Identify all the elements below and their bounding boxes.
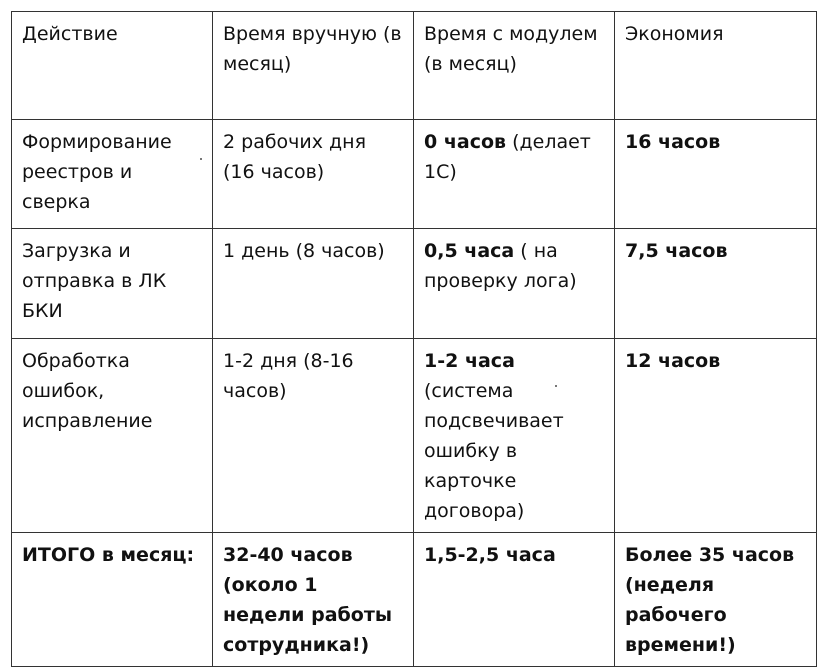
header-action: Действие — [12, 12, 213, 120]
row-action: Загрузка и отправка в ЛК БКИ — [12, 229, 213, 339]
row-savings — [615, 120, 817, 229]
row-module-time — [414, 339, 615, 533]
savings-value: 12 часов — [625, 350, 721, 372]
module-time-value: 0,5 часа — [424, 240, 515, 262]
table-row — [12, 120, 817, 229]
table-row — [12, 229, 817, 339]
module-time-note: (система подсвечивает ошибку в карточке договора) — [424, 380, 564, 522]
total-module-time — [414, 533, 615, 667]
header-row — [12, 12, 817, 120]
stray-dot-mark — [555, 385, 557, 387]
header-manual-time: Время вручную (в месяц) — [213, 12, 414, 120]
row-module-time — [414, 120, 615, 229]
comparison-table — [11, 11, 817, 667]
savings-value: 16 часов — [625, 131, 721, 153]
row-manual-time: 1 день (8 часов) — [213, 229, 414, 339]
row-savings — [615, 339, 817, 533]
total-manual-text: 32-40 часов (около 1 недели работы сотрудника!) — [223, 544, 393, 656]
stray-dot-mark — [200, 158, 202, 160]
total-label — [12, 533, 213, 667]
module-time-note: (делает 1С) — [424, 131, 591, 183]
module-time-value: 1-2 часа — [424, 350, 515, 372]
module-time-value: 0 часов — [424, 131, 507, 153]
total-label-text: ИТОГО в месяц: — [22, 544, 195, 566]
row-action: Формирование реестров и сверка — [12, 120, 213, 229]
row-savings — [615, 229, 817, 339]
total-module-text: 1,5-2,5 часа — [424, 544, 556, 566]
table-row — [12, 339, 817, 533]
row-module-time — [414, 229, 615, 339]
header-module-time: Время с модулем (в месяц) — [414, 12, 615, 120]
total-savings — [615, 533, 817, 667]
header-savings: Экономия — [615, 12, 817, 120]
module-time-note: ( на проверку лога) — [424, 240, 577, 292]
total-row — [12, 533, 817, 667]
savings-value: 7,5 часов — [625, 240, 728, 262]
row-manual-time: 1-2 дня (8-16 часов) — [213, 339, 414, 533]
row-manual-time: 2 рабочих дня (16 часов) — [213, 120, 414, 229]
total-manual-time — [213, 533, 414, 667]
total-savings-text: Более 35 часов (неделя рабочего времени!) — [625, 544, 795, 656]
row-action: Обработка ошибок, исправление — [12, 339, 213, 533]
